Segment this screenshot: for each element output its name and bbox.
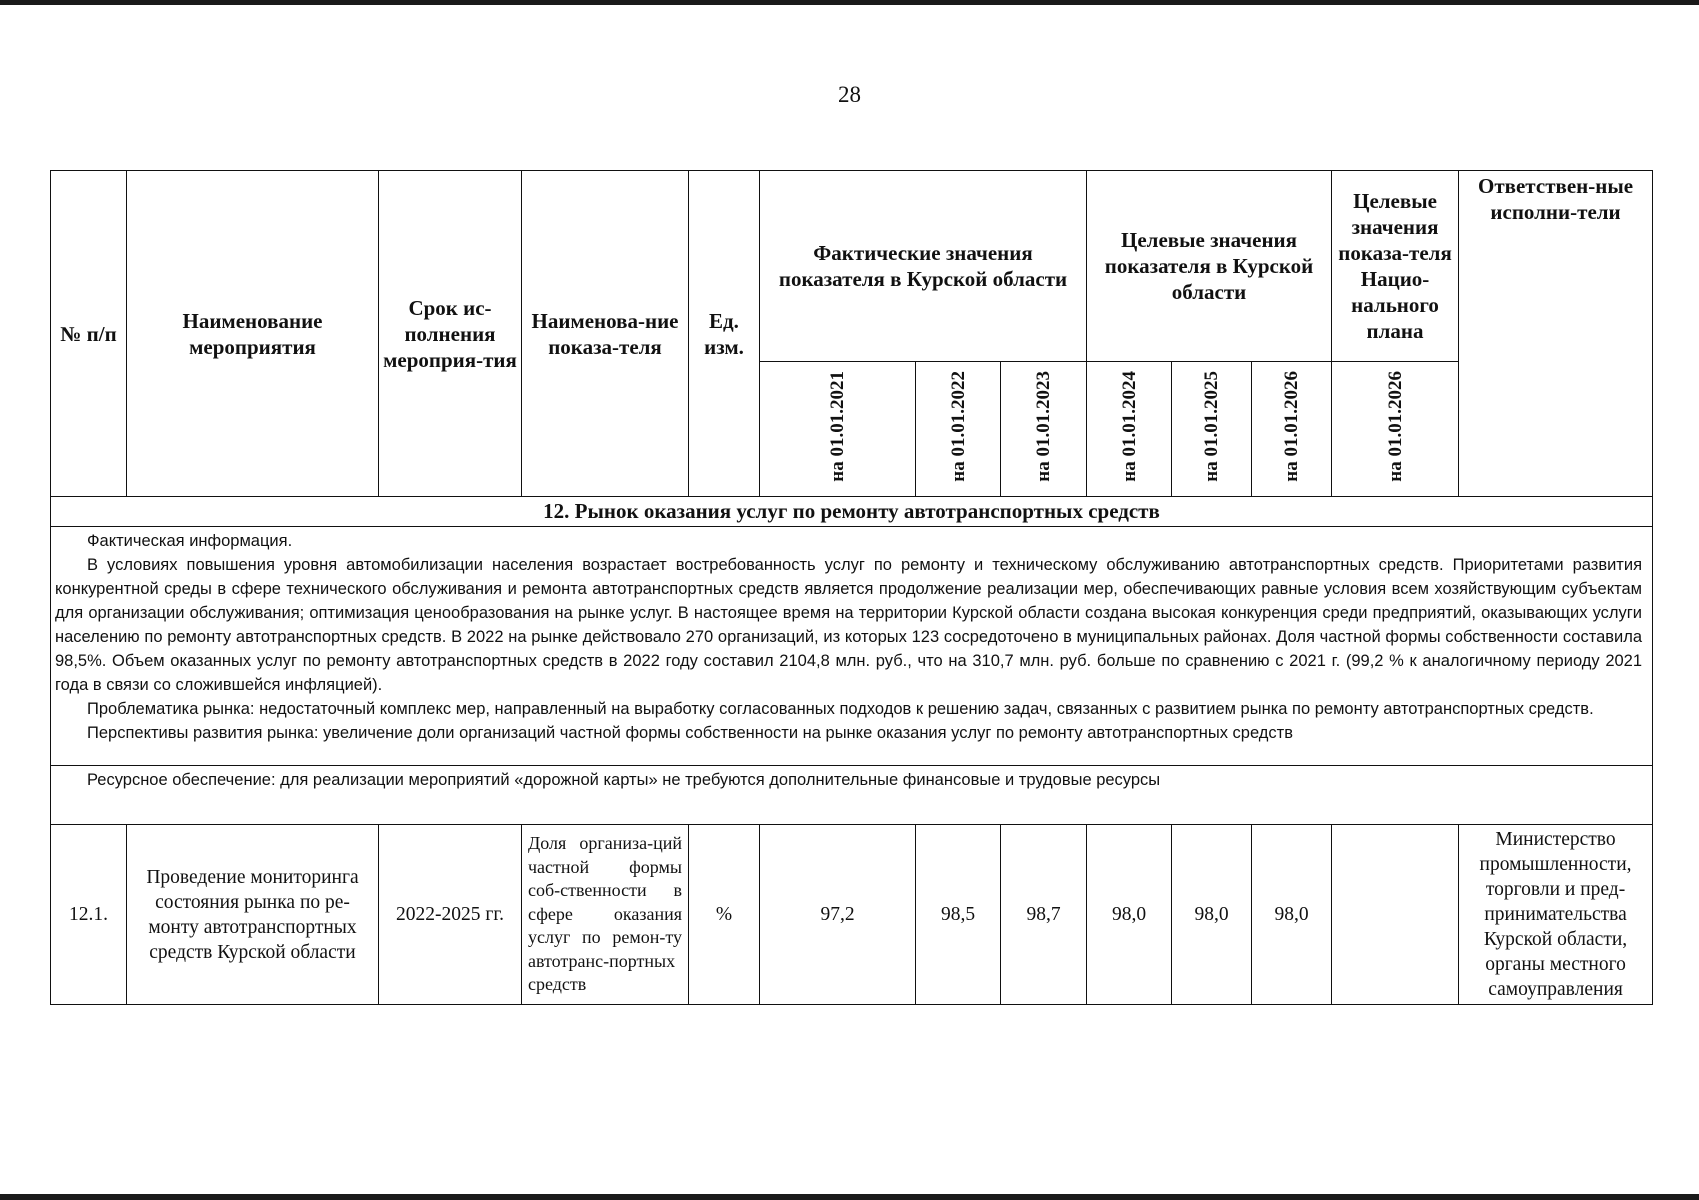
header-date-national-2026: на 01.01.2026: [1332, 362, 1459, 497]
header-date-2023: на 01.01.2023: [1001, 362, 1087, 497]
row-deadline: 2022-2025 гг.: [379, 825, 522, 1005]
roadmap-table: [50, 170, 1653, 1005]
scan-bottom-edge: [0, 1194, 1699, 1200]
value-2021: 97,2: [760, 825, 916, 1005]
header-indicator: Наименова-ние показа-теля: [522, 171, 689, 497]
info-heading: Фактическая информация.: [87, 532, 293, 550]
row-unit: %: [689, 825, 760, 1005]
header-deadline: Срок ис-полнения мероприя-тия: [379, 171, 522, 497]
info-paragraph: В условиях повышения уровня автомобилизации населения возрастает востребованность услуг по ремонту и техническому обслуживанию автотранспортных средств. Приоритетами развития конкурентной среды в сфере технического обслуживания и ремонта автотранспортных средств является продолжение реализации мер, обеспечивающих равные условия всем хозяйствующим субъектам для организации обслуживания; оптимизация ценообразования на рынке услуг. В настоящее время на территории Курской области создана высокая конкуренция среди предприятий, оказывающих услуги населению по ремонту автотранспортных средств. В 2022 на рынке действовало 270 организаций, из которых 123 сосредоточено в муниципальных районах. Доля частной формы собственности составила 98,5%. Объем оказанных услуг по ремонту автотранспортных средств в 2022 году составил 2104,8 млн. руб., что на 310,7 млн. руб. больше по сравнению с 2021 г. (99,2 % к аналогичному периоду 2021 года в связи со сложившейся инфляцией).: [55, 556, 1643, 694]
table-row: [51, 825, 1653, 1005]
page-number: 28: [838, 82, 861, 107]
header-event: Наименование мероприятия: [127, 171, 379, 497]
section-title: 12. Рынок оказания услуг по ремонту автотранспортных средств: [51, 497, 1653, 527]
value-2026: 98,0: [1252, 825, 1332, 1005]
header-responsible: Ответствен-ные исполни-тели: [1459, 171, 1653, 497]
header-date-2024: на 01.01.2024: [1087, 362, 1172, 497]
resources-row: [51, 766, 1653, 825]
value-2023: 98,7: [1001, 825, 1087, 1005]
problems-paragraph: Проблематика рынка: недостаточный комплекс мер, направленный на выработку согласованных подходов к решению задач, связанных с развитием рынка по ремонту автотранспортных средств.: [87, 700, 1594, 718]
header-date-2026: на 01.01.2026: [1252, 362, 1332, 497]
header-row-1: [51, 171, 1653, 362]
value-national-2026: [1332, 825, 1459, 1005]
resources-cell: [51, 766, 1653, 825]
section-title-row: [51, 497, 1653, 527]
section-info: [51, 527, 1653, 766]
value-2025: 98,0: [1172, 825, 1252, 1005]
header-number: № п/п: [51, 171, 127, 497]
header-date-2021: на 01.01.2021: [760, 362, 916, 497]
header-target-values: Целевые значения показателя в Курской области: [1087, 171, 1332, 362]
header-date-2022: на 01.01.2022: [916, 362, 1001, 497]
row-number: 12.1.: [51, 825, 127, 1005]
header-actual-values: Фактические значения показателя в Курской области: [760, 171, 1087, 362]
row-responsible: Министерство промышленности, торговли и пред-принимательства Курской области, органы местного самоуправления: [1459, 825, 1653, 1005]
scan-top-edge: [0, 0, 1699, 5]
row-event: Проведение мониторинга состояния рынка по ре-монту автотранспортных средств Курской области: [127, 825, 379, 1005]
header-date-2025: на 01.01.2025: [1172, 362, 1252, 497]
value-2022: 98,5: [916, 825, 1001, 1005]
section-info-row: [51, 527, 1653, 766]
prospects-paragraph: Перспективы развития рынка: увеличение доли организаций частной формы собственности на рынке оказания услуг по ремонту автотранспортных средств: [87, 724, 1293, 742]
resources-text: Ресурсное обеспечение: для реализации мероприятий «дорожной карты» не требуются дополнительные финансовые и трудовые ресурсы: [87, 771, 1161, 789]
row-indicator: Доля организа-ций частной формы соб-ственности в сфере оказания услуг по ремон-ту автотранс-портных средств: [522, 825, 689, 1005]
header-national-target: Целевые значения показа-теля Нацио-нального плана: [1332, 171, 1459, 362]
header-unit: Ед. изм.: [689, 171, 760, 497]
value-2024: 98,0: [1087, 825, 1172, 1005]
